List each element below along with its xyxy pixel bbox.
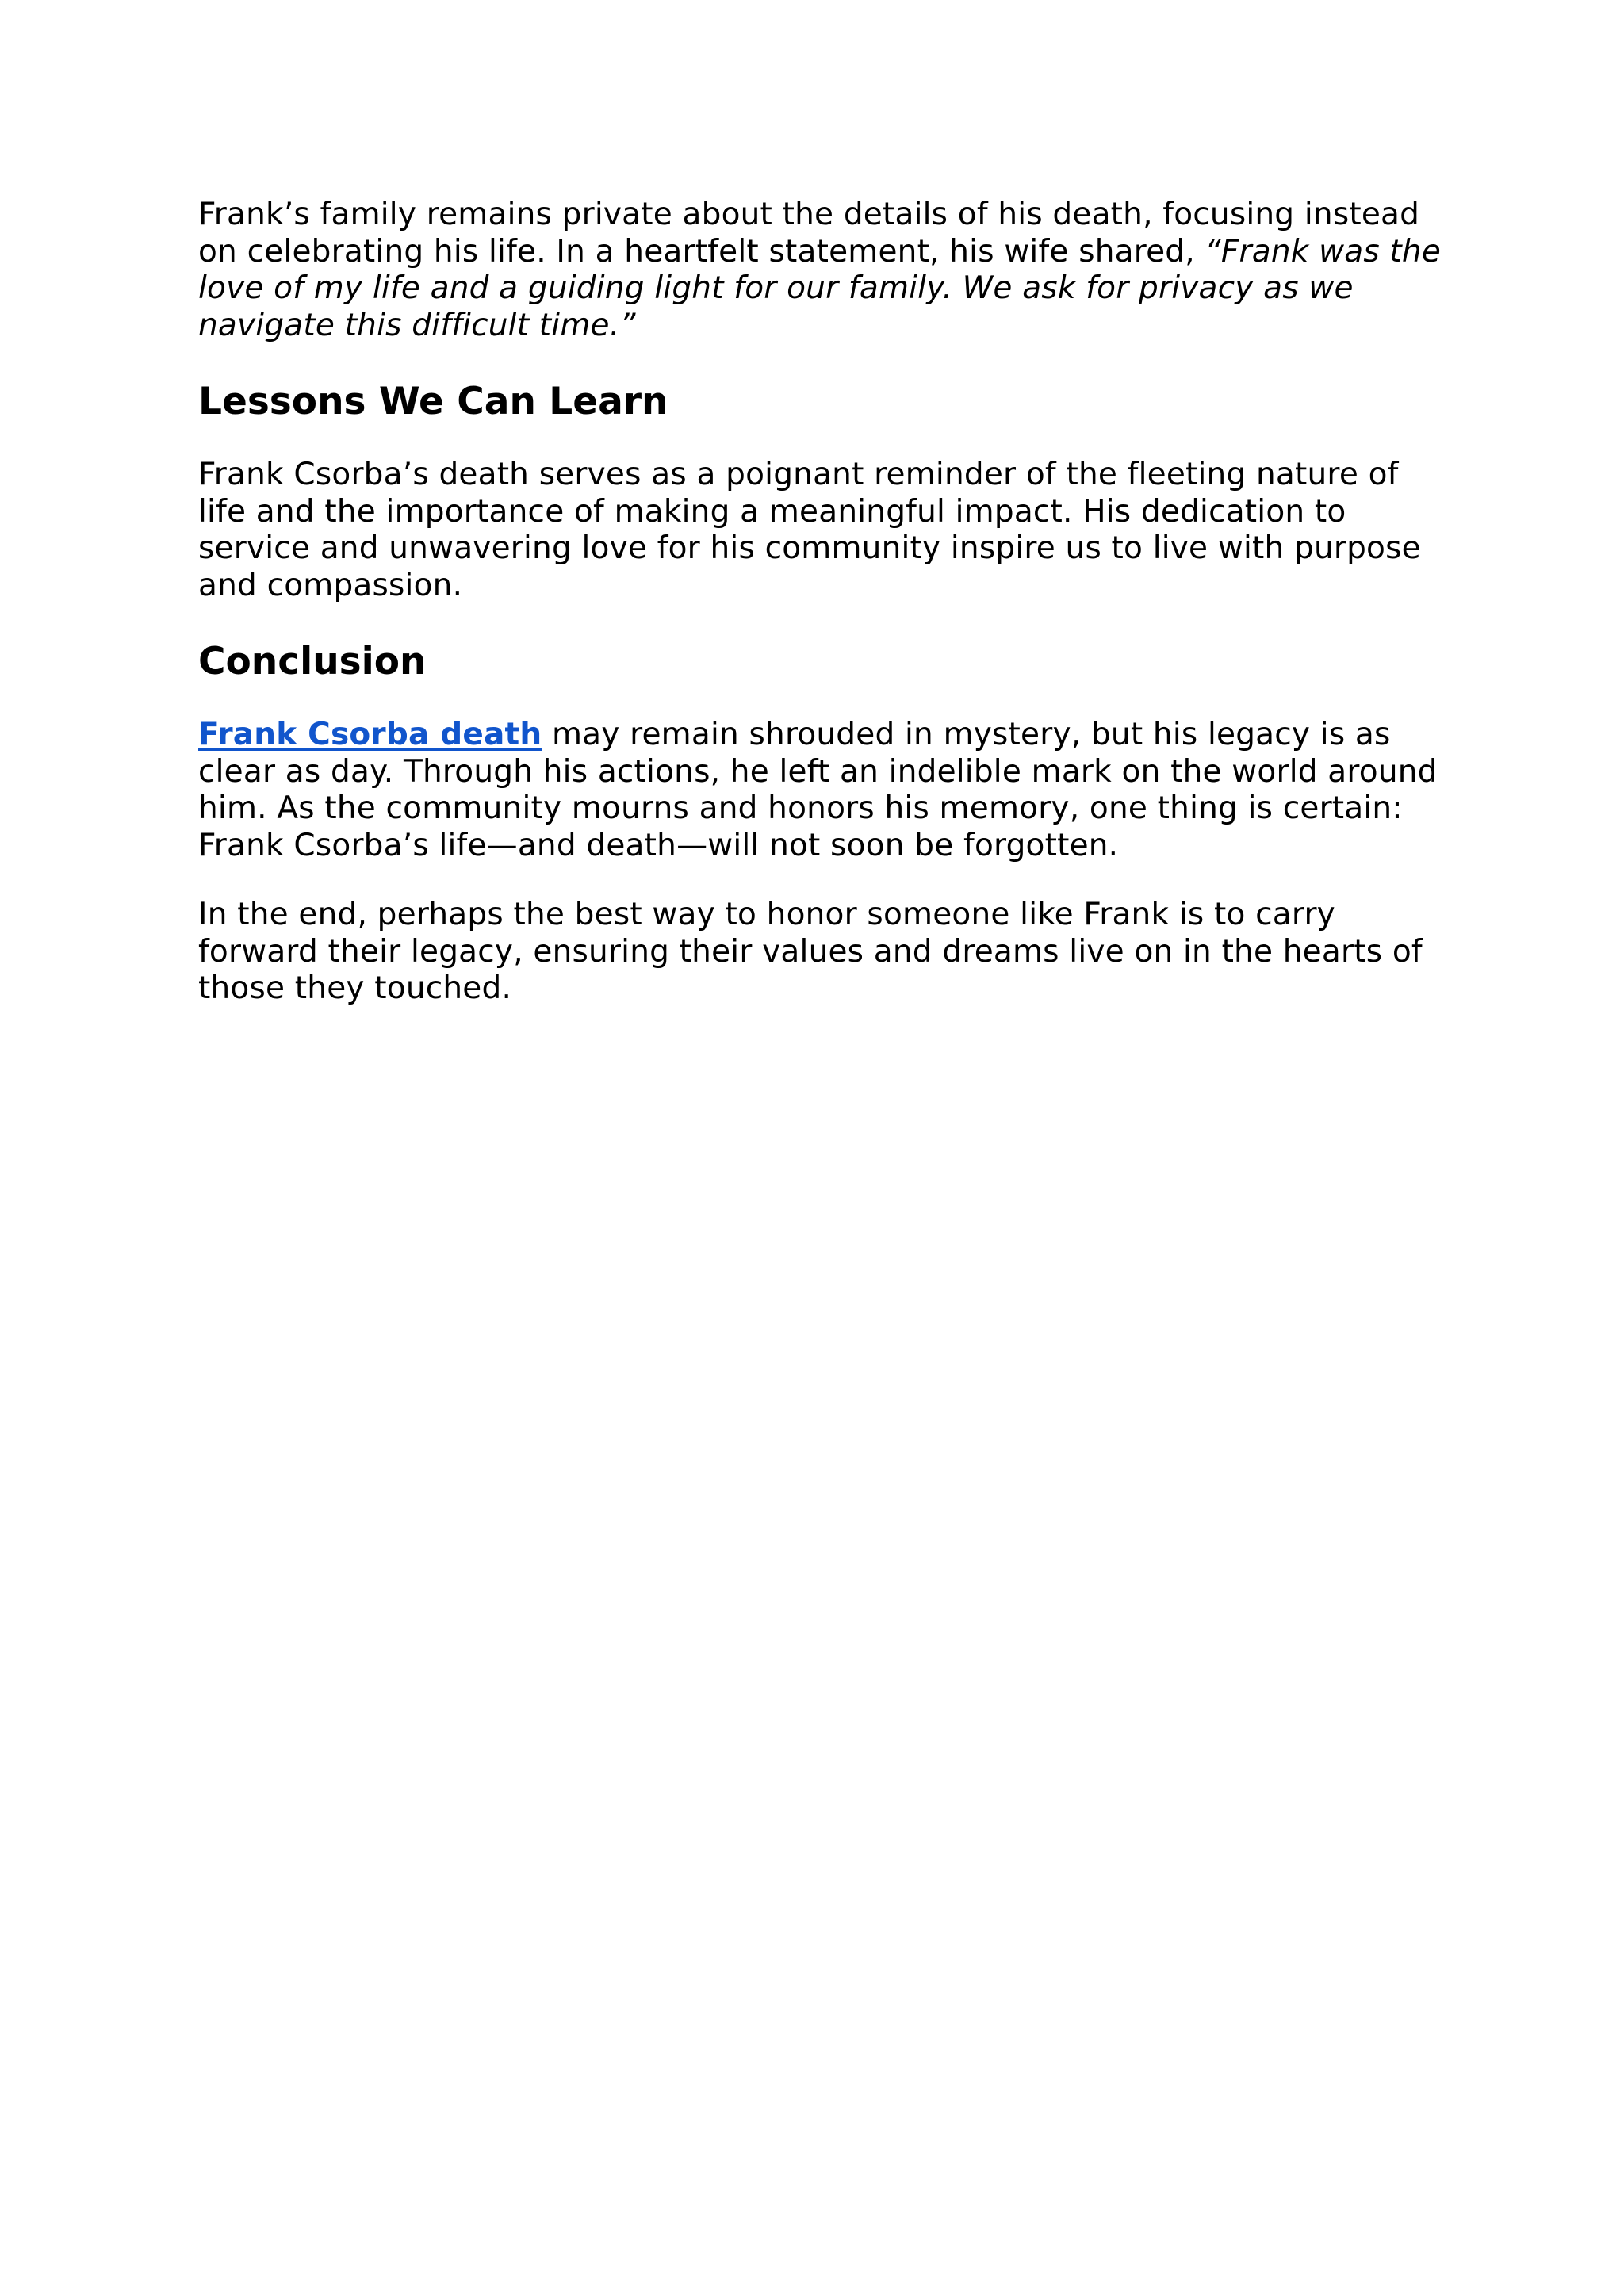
lessons-paragraph: Frank Csorba’s death serves as a poignant reminder of the fleeting nature of life and the importance of making a meaningful impact. His dedication to service and unwavering love for his community inspire us to live with purpose and compassion.	[198, 457, 1421, 603]
frank-csorba-death-link[interactable]: Frank Csorba death	[198, 717, 542, 752]
final-paragraph: In the end, perhaps the best way to honor someone like Frank is to carry forward their legacy, ensuring their values and dreams live on in the hearts of those they touched.	[198, 897, 1423, 1006]
lessons-heading: Lessons We Can Learn	[198, 380, 668, 423]
conclusion-paragraph	[198, 717, 1451, 864]
conclusion-paragraph-text: may remain shrouded in mystery, but his legacy is as clear as day. Through his actions, he left an indelible mark on the world around him. As the community mourns and honors his memory, one thing is certain: Frank Csorba’s life—and death—will not soon be forgotten.	[198, 717, 1438, 863]
document-page	[198, 197, 1451, 1008]
family-paragraph	[198, 197, 1451, 344]
conclusion-heading: Conclusion	[198, 640, 427, 683]
family-paragraph-text: Frank’s family remains private about the details of his death, focusing instead on celebrating his life. In a heartfelt statement, his wife shared,	[198, 197, 1420, 270]
wife-quote: “Frank was the love of my life and a guiding light for our family. We ask for privacy as we navigate this difficult time.”	[198, 233, 1442, 343]
